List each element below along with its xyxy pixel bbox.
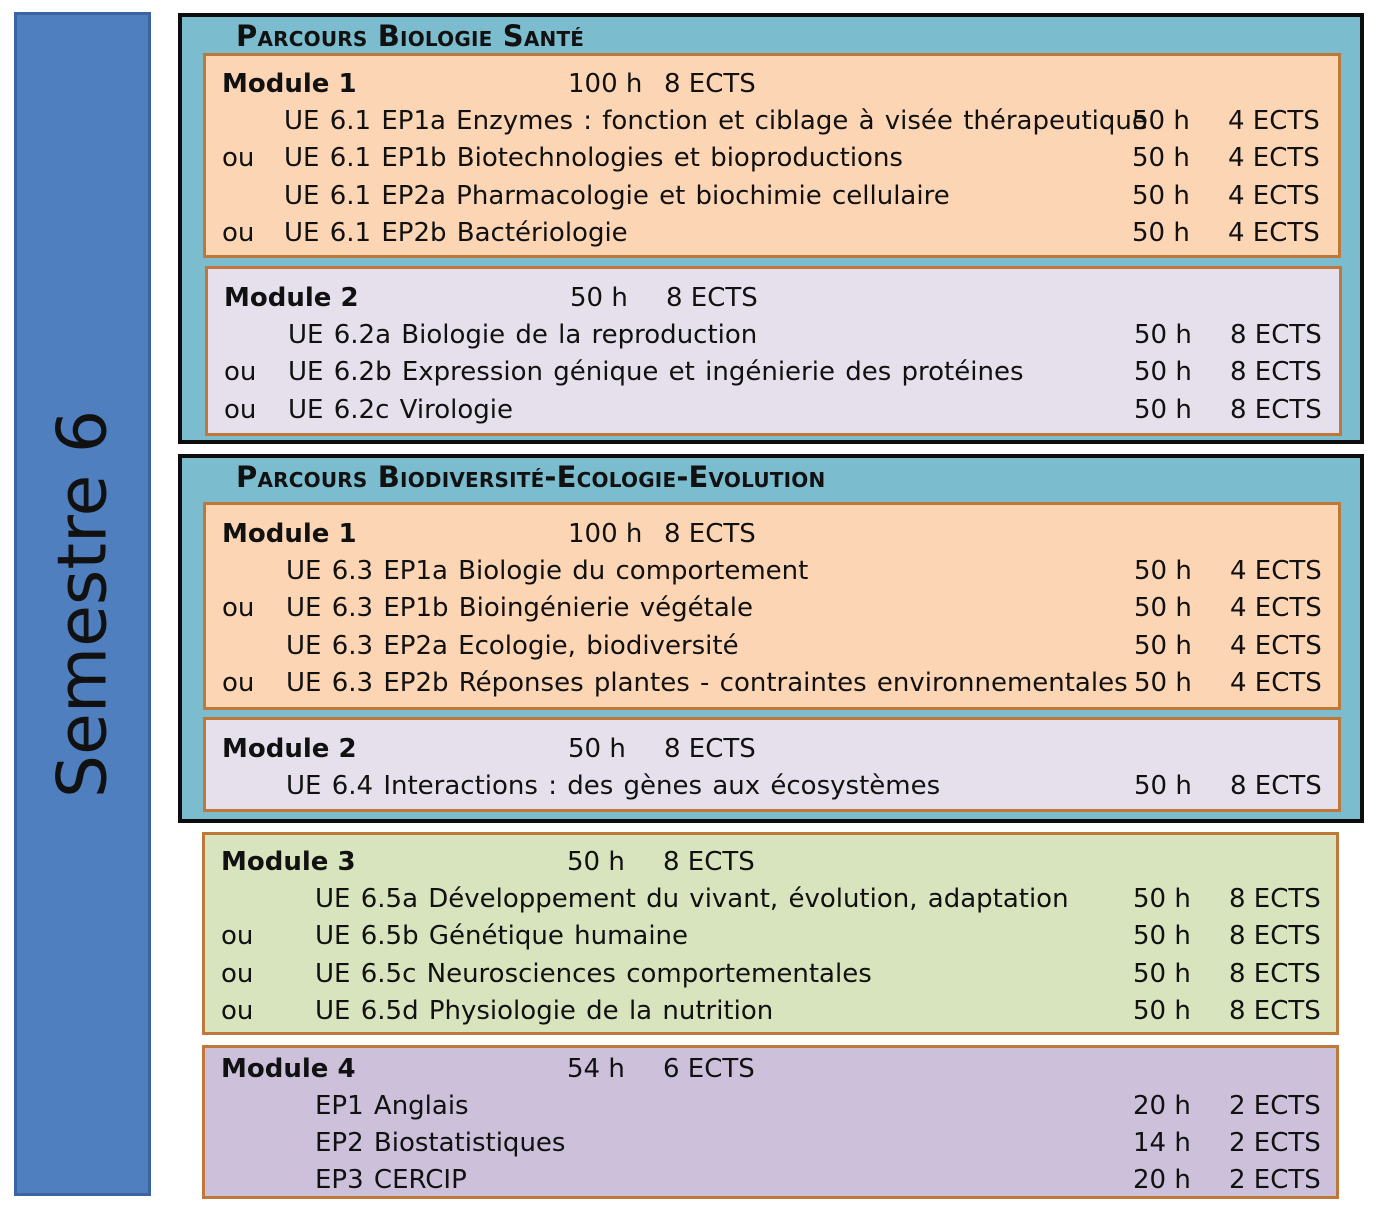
ue-row <box>206 181 1338 218</box>
semestre-bar <box>14 12 151 1196</box>
ue-label: UE 6.3 EP2a Ecologie, biodiversité <box>286 631 739 661</box>
ue-row <box>206 771 1338 808</box>
ue-row <box>205 1091 1336 1128</box>
ue-hours: 50 h <box>1132 106 1190 136</box>
parcours-title: Parcours Biodiversité-Ecologie-Evolution <box>236 460 826 494</box>
module-2-bee <box>203 717 1341 812</box>
ue-row <box>208 357 1339 394</box>
ue-label: UE 6.2b Expression génique et ingénierie des protéines <box>288 357 1024 387</box>
ue-hours: 50 h <box>1134 395 1192 425</box>
module-1-bee <box>203 502 1341 710</box>
ue-row <box>205 1165 1336 1202</box>
module-3 <box>202 832 1339 1035</box>
ue-hours: 50 h <box>1132 143 1190 173</box>
ue-ects: 4 ECTS <box>1230 593 1322 623</box>
or-label: ou <box>221 996 254 1026</box>
module-header <box>206 69 1338 106</box>
ue-row <box>206 593 1338 630</box>
ue-hours: 50 h <box>1134 593 1192 623</box>
or-label: ou <box>222 593 255 623</box>
ue-hours: 50 h <box>1133 996 1191 1026</box>
ue-hours: 50 h <box>1134 631 1192 661</box>
ue-row <box>206 631 1338 668</box>
ue-label: UE 6.1 EP2a Pharmacologie et biochimie cellulaire <box>284 181 950 211</box>
ue-ects: 8 ECTS <box>1229 996 1321 1026</box>
or-label: ou <box>222 143 255 173</box>
module-header <box>206 734 1338 771</box>
ue-row <box>206 556 1338 593</box>
ep-hours: 20 h <box>1133 1091 1191 1121</box>
ue-hours: 50 h <box>1132 181 1190 211</box>
or-label: ou <box>224 395 257 425</box>
ep-ects: 2 ECTS <box>1229 1165 1321 1195</box>
ue-hours: 50 h <box>1133 959 1191 989</box>
ue-row <box>205 921 1336 958</box>
module-hours: 50 h <box>567 847 625 877</box>
ue-hours: 50 h <box>1133 921 1191 951</box>
ue-label: UE 6.2c Virologie <box>288 395 513 425</box>
ue-label: UE 6.1 EP1a Enzymes : fonction et ciblage à visée thérapeutique <box>284 106 1148 136</box>
parcours-biologie-sante <box>178 13 1364 444</box>
or-label: ou <box>222 668 255 698</box>
parcours-title: Parcours Biologie Santé <box>236 19 585 53</box>
ue-ects: 8 ECTS <box>1230 357 1322 387</box>
ue-ects: 8 ECTS <box>1229 921 1321 951</box>
semestre-label: Semestre 6 <box>43 409 122 799</box>
ue-label: UE 6.5c Neurosciences comportementales <box>315 959 872 989</box>
module-name: Module 1 <box>222 519 357 549</box>
module-4 <box>202 1045 1339 1199</box>
module-ects: 6 ECTS <box>663 1054 755 1084</box>
ep-label: EP2 Biostatistiques <box>315 1128 566 1158</box>
or-label: ou <box>221 921 254 951</box>
module-hours: 54 h <box>567 1054 625 1084</box>
ue-ects: 4 ECTS <box>1228 181 1320 211</box>
ue-hours: 50 h <box>1133 884 1191 914</box>
module-header <box>206 519 1338 556</box>
ue-ects: 4 ECTS <box>1228 106 1320 136</box>
ue-row <box>205 996 1336 1033</box>
module-ects: 8 ECTS <box>663 847 755 877</box>
module-name: Module 2 <box>224 283 359 313</box>
ue-row <box>206 106 1338 143</box>
ep-hours: 14 h <box>1133 1128 1191 1158</box>
ue-label: UE 6.4 Interactions : des gènes aux écosystèmes <box>286 771 941 801</box>
module-name: Module 2 <box>222 734 357 764</box>
ue-ects: 4 ECTS <box>1228 143 1320 173</box>
ue-ects: 8 ECTS <box>1230 395 1322 425</box>
ue-row <box>205 1128 1336 1165</box>
ue-ects: 4 ECTS <box>1230 631 1322 661</box>
module-hours: 50 h <box>568 734 626 764</box>
ue-ects: 4 ECTS <box>1230 668 1322 698</box>
ue-label: UE 6.1 EP2b Bactériologie <box>284 218 628 248</box>
or-label: ou <box>222 218 255 248</box>
ue-hours: 50 h <box>1134 771 1192 801</box>
ue-label: UE 6.3 EP2b Réponses plantes - contraintes environnementales <box>286 668 1128 698</box>
ue-hours: 50 h <box>1134 357 1192 387</box>
module-hours: 100 h <box>568 69 643 99</box>
ep-ects: 2 ECTS <box>1229 1091 1321 1121</box>
module-ects: 8 ECTS <box>664 734 756 764</box>
ue-ects: 4 ECTS <box>1228 218 1320 248</box>
ue-row <box>205 884 1336 921</box>
ep-label: EP3 CERCIP <box>315 1165 467 1195</box>
module-hours: 100 h <box>568 519 643 549</box>
ue-hours: 50 h <box>1134 320 1192 350</box>
ue-hours: 50 h <box>1132 218 1190 248</box>
ue-row <box>208 395 1339 432</box>
or-label: ou <box>224 357 257 387</box>
ep-label: EP1 Anglais <box>315 1091 469 1121</box>
ep-hours: 20 h <box>1133 1165 1191 1195</box>
ue-label: UE 6.5d Physiologie de la nutrition <box>315 996 774 1026</box>
ue-ects: 8 ECTS <box>1229 959 1321 989</box>
ep-ects: 2 ECTS <box>1229 1128 1321 1158</box>
ue-ects: 8 ECTS <box>1229 884 1321 914</box>
module-ects: 8 ECTS <box>664 519 756 549</box>
parcours-biodiversite <box>178 454 1364 823</box>
ue-row <box>206 143 1338 180</box>
module-header <box>205 1054 1336 1091</box>
or-label: ou <box>221 959 254 989</box>
module-1-bs <box>203 53 1341 258</box>
ue-ects: 8 ECTS <box>1230 771 1322 801</box>
ue-row <box>206 668 1338 705</box>
module-name: Module 4 <box>221 1054 356 1084</box>
ue-label: UE 6.5b Génétique humaine <box>315 921 689 951</box>
ue-label: UE 6.3 EP1a Biologie du comportement <box>286 556 809 586</box>
ue-label: UE 6.1 EP1b Biotechnologies et bioproductions <box>284 143 903 173</box>
module-2-bs <box>205 266 1342 436</box>
module-hours: 50 h <box>570 283 628 313</box>
ue-label: UE 6.5a Développement du vivant, évolution, adaptation <box>315 884 1069 914</box>
ue-row <box>206 218 1338 255</box>
module-ects: 8 ECTS <box>666 283 758 313</box>
ue-row <box>205 959 1336 996</box>
ue-ects: 4 ECTS <box>1230 556 1322 586</box>
module-ects: 8 ECTS <box>664 69 756 99</box>
module-header <box>208 283 1339 320</box>
ue-label: UE 6.3 EP1b Bioingénierie végétale <box>286 593 754 623</box>
module-name: Module 3 <box>221 847 356 877</box>
ue-ects: 8 ECTS <box>1230 320 1322 350</box>
ue-label: UE 6.2a Biologie de la reproduction <box>288 320 758 350</box>
module-name: Module 1 <box>222 69 357 99</box>
ue-row <box>208 320 1339 357</box>
ue-hours: 50 h <box>1134 668 1192 698</box>
ue-hours: 50 h <box>1134 556 1192 586</box>
module-header <box>205 847 1336 884</box>
